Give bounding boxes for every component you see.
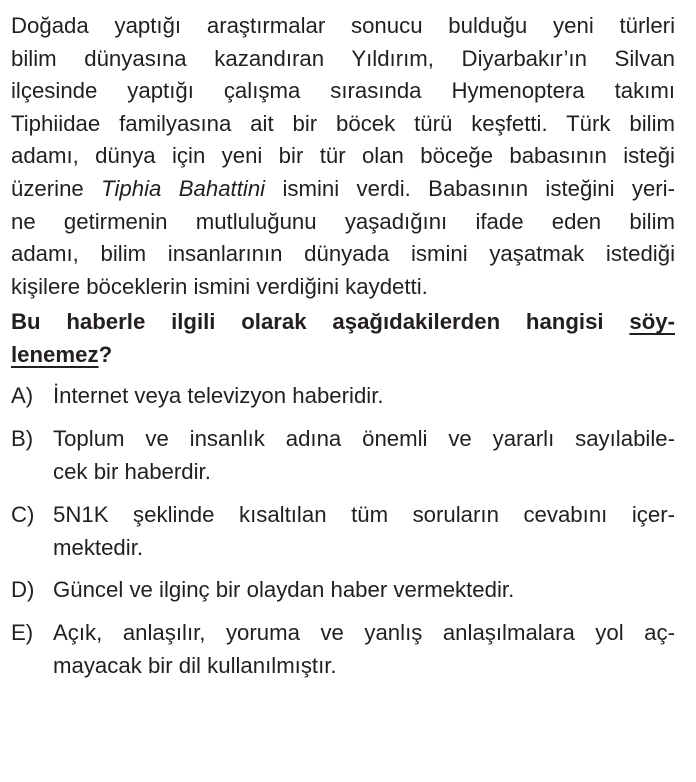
passage-line: kişilere böceklerin ismini verdiğini kaydetti. [11, 273, 428, 299]
option-line: Toplum ve insanlık adına önemli ve yararlı sayılabile- [53, 425, 675, 451]
question-line [11, 338, 675, 371]
option-line: cek bir haberdir. [53, 458, 211, 484]
option-line: 5N1K şeklinde kısaltılan tüm soruların cevabını içer- [53, 501, 675, 527]
option-d[interactable] [11, 573, 675, 606]
question-negative-word: lenemez [11, 342, 99, 368]
option-letter: B) [11, 425, 34, 451]
passage-line: bilim dünyasına kazandıran Yıldırım, Diyarbakır’ın Silvan [11, 45, 675, 71]
question-text: Bu haberle ilgili olarak aşağıdakilerden hangisi [11, 309, 630, 335]
option-line: mayacak bir dil kullanılmıştır. [53, 652, 337, 678]
option-text [53, 573, 675, 606]
species-name: Tiphia Bahattini [101, 175, 266, 201]
option-letter: E) [11, 619, 34, 645]
passage-line: adamı, dünya için yeni bir tür olan böceğe babasının isteği [11, 143, 675, 169]
question-negative-word: söy- [629, 309, 675, 335]
option-letter: A) [11, 383, 34, 409]
answer-options [11, 379, 675, 681]
option-text [53, 616, 675, 682]
option-b[interactable] [11, 422, 675, 488]
passage-line [11, 173, 675, 206]
passage-line: ne getirmenin mutluluğunu yaşadığını ifade eden bilim [11, 208, 675, 234]
option-letter: C) [11, 501, 35, 527]
option-line: Güncel ve ilginç bir olaydan haber vermektedir. [53, 577, 515, 603]
passage-text: üzerine [11, 175, 102, 201]
option-line: Açık, anlaşılır, yoruma ve yanlış anlaşılmalara yol aç- [53, 619, 675, 645]
passage-line: adamı, bilim insanlarının dünyada ismini yaşatmak istediği [11, 241, 675, 267]
option-line: mektedir. [53, 534, 144, 560]
option-text [53, 422, 675, 488]
question-mark: ? [98, 342, 113, 368]
passage-line: Tiphiidae familyasına ait bir böcek türü keşfetti. Türk bilim [11, 110, 675, 136]
option-c[interactable] [11, 498, 675, 564]
question-line [11, 305, 675, 338]
passage-line: ilçesinde yaptığı çalışma sırasında Hymenoptera takımı [11, 78, 675, 104]
option-e[interactable] [11, 616, 675, 682]
option-text [53, 379, 675, 412]
passage-line: Doğada yaptığı araştırmalar sonucu bulduğu yeni türleri [11, 13, 675, 38]
option-text [53, 498, 675, 564]
passage-text: ismini verdi. Babasının isteğini yeri- [265, 175, 676, 201]
option-line: İnternet veya televizyon haberidir. [53, 383, 384, 409]
option-a[interactable] [11, 379, 675, 412]
news-passage [11, 10, 675, 303]
question-stem [11, 305, 675, 371]
option-letter: D) [11, 577, 35, 603]
